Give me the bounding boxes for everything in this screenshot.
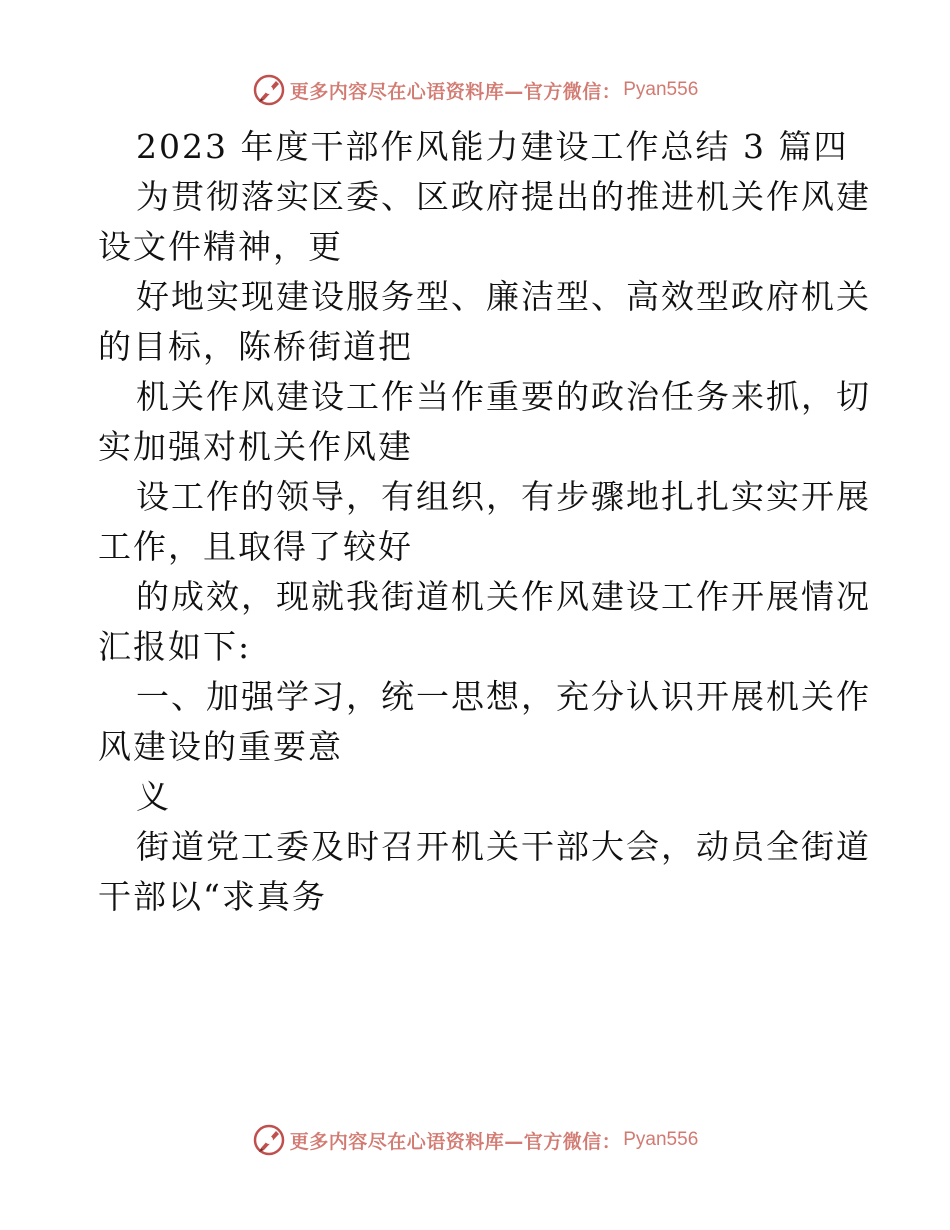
banner-wechat-id: Pyan556 bbox=[623, 79, 699, 100]
paragraph-line: 的成效，现就我街道机关作风建设工作开展情况 bbox=[136, 577, 871, 616]
banner-wechat-id: Pyan556 bbox=[623, 1129, 699, 1150]
banner-text: 更多内容尽在心语资料库—官方微信： bbox=[289, 80, 622, 103]
paragraph-line: 设工作的领导，有组织，有步骤地扎扎实实开展 bbox=[136, 477, 871, 516]
section-heading-line: 风建设的重要意 bbox=[98, 727, 343, 766]
paragraph-line: 设文件精神，更 bbox=[98, 227, 343, 266]
quill-pen-logo-icon bbox=[252, 1123, 286, 1157]
document-title: 2023 年度干部作风能力建设工作总结 3 篇四 bbox=[136, 127, 849, 166]
document-body bbox=[98, 122, 871, 922]
paragraph-line: 汇报如下: bbox=[98, 627, 252, 666]
section-heading-line: 义 bbox=[136, 777, 171, 816]
paragraph-line: 工作，且取得了较好 bbox=[98, 527, 413, 566]
paragraph-line: 为贯彻落实区委、区政府提出的推进机关作风建 bbox=[136, 177, 871, 216]
footer-banner bbox=[0, 1120, 950, 1160]
section-heading-line: 一、加强学习，统一思想，充分认识开展机关作 bbox=[136, 677, 871, 716]
paragraph-line: 的目标，陈桥街道把 bbox=[98, 327, 413, 366]
header-banner bbox=[0, 70, 950, 110]
paragraph-line: 好地实现建设服务型、廉洁型、高效型政府机关 bbox=[136, 277, 871, 316]
paragraph-line: 机关作风建设工作当作重要的政治任务来抓，切 bbox=[136, 377, 871, 416]
paragraph-line: 干部以“求真务 bbox=[98, 877, 327, 916]
paragraph-line: 实加强对机关作风建 bbox=[98, 427, 413, 466]
banner-text: 更多内容尽在心语资料库—官方微信： bbox=[289, 1130, 622, 1153]
paragraph-line: 街道党工委及时召开机关干部大会，动员全街道 bbox=[136, 827, 871, 866]
quill-pen-logo-icon bbox=[252, 73, 286, 107]
